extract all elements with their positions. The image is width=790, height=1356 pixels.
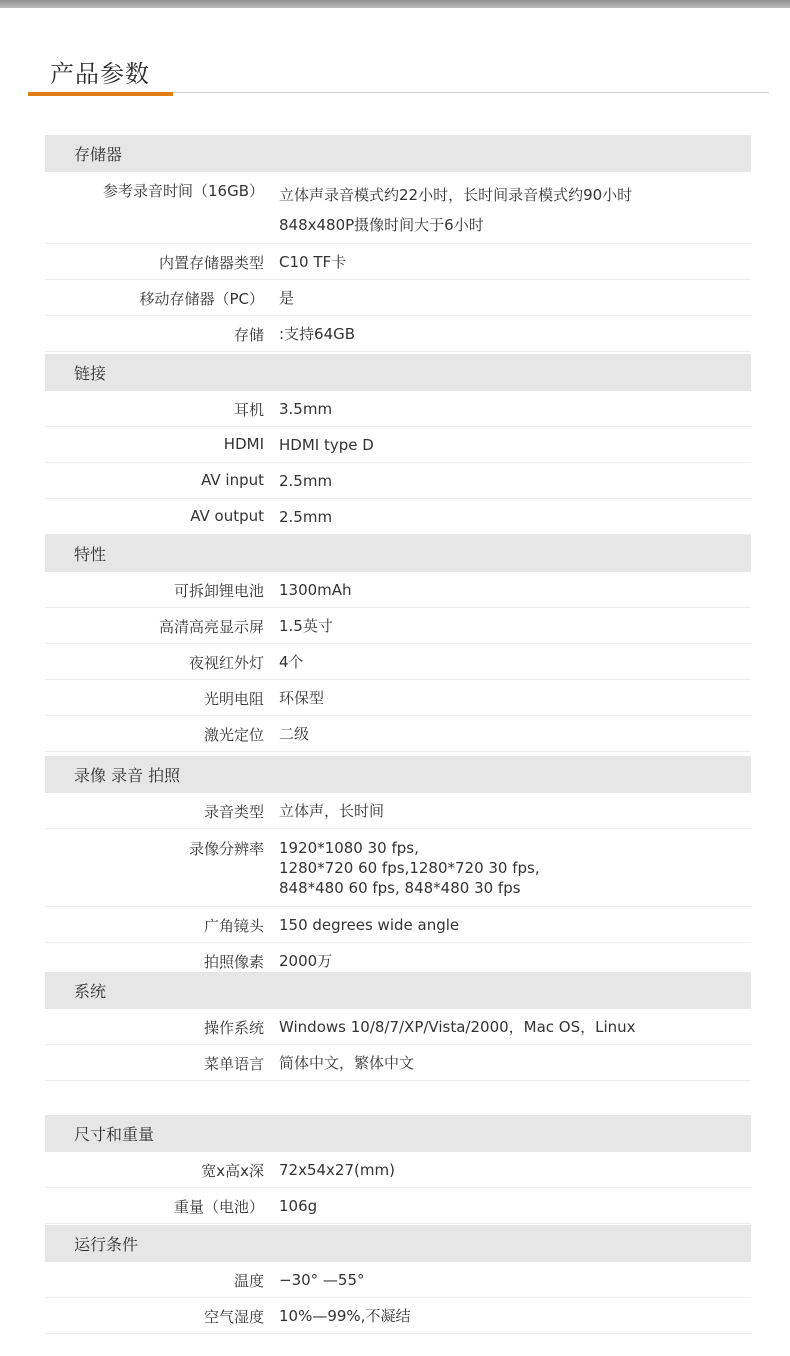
spec-row bbox=[45, 608, 751, 644]
spec-label: 温度 bbox=[233, 1272, 264, 1290]
spec-value bbox=[279, 399, 332, 419]
spec-label: 夜视红外灯 bbox=[188, 654, 264, 672]
spec-row bbox=[45, 793, 751, 829]
spec-label: 可拆卸锂电池 bbox=[173, 582, 264, 600]
spec-row bbox=[45, 716, 751, 752]
spec-row bbox=[45, 1188, 751, 1224]
spec-value-line: 二级 bbox=[279, 725, 310, 743]
spec-value bbox=[279, 471, 332, 491]
spec-label: HDMI bbox=[223, 435, 264, 453]
spec-value bbox=[279, 1270, 365, 1290]
spec-value-line: 848*480 60 fps, 848*480 30 fps bbox=[279, 879, 521, 897]
spec-label: 操作系统 bbox=[203, 1019, 264, 1037]
spec-row bbox=[45, 1152, 751, 1188]
spec-label: 参考录音时间（16GB） bbox=[102, 182, 264, 200]
spec-row bbox=[45, 1045, 751, 1081]
spec-row bbox=[45, 680, 751, 716]
spec-value-line: 1.5英寸 bbox=[279, 617, 333, 635]
spec-label: 移动存储器（PC） bbox=[139, 290, 264, 308]
section-header: 录像 录音 拍照 bbox=[45, 756, 751, 793]
spec-row bbox=[45, 463, 751, 499]
spec-row bbox=[45, 1262, 751, 1298]
spec-label: 宽x高x深 bbox=[201, 1162, 264, 1180]
spec-row bbox=[45, 1009, 751, 1045]
spec-value-line: 1280*720 60 fps,1280*720 30 fps, bbox=[279, 859, 540, 877]
spec-value bbox=[279, 915, 459, 935]
spec-value bbox=[279, 688, 324, 708]
spec-value-line: Windows 10/8/7/XP/Vista/2000，Mac OS，Linux bbox=[279, 1018, 636, 1036]
spec-value-line: 3.5mm bbox=[279, 400, 333, 418]
spec-label: 光明电阻 bbox=[203, 690, 264, 708]
spec-row bbox=[45, 829, 751, 907]
spec-label: 拍照像素 bbox=[203, 953, 264, 971]
spec-value-line: 848x480P摄像时间大于6小时 bbox=[279, 216, 484, 234]
spec-label: 空气湿度 bbox=[203, 1308, 264, 1326]
spec-value-line: 72x54x27(mm) bbox=[279, 1161, 395, 1179]
spec-row bbox=[45, 244, 751, 280]
page-title: 产品参数 bbox=[50, 60, 150, 88]
spec-value bbox=[279, 652, 304, 672]
spec-value-line: 150 degrees wide angle bbox=[279, 916, 460, 934]
top-bar bbox=[0, 0, 790, 8]
spec-row bbox=[45, 1298, 751, 1334]
spec-label: AV output bbox=[190, 507, 264, 525]
spec-label: 内置存储器类型 bbox=[158, 254, 264, 272]
spec-label: 激光定位 bbox=[203, 726, 264, 744]
spec-row bbox=[45, 316, 751, 352]
spec-value-line: 立体声，长时间 bbox=[279, 802, 385, 820]
spec-label: 广角镜头 bbox=[203, 917, 264, 935]
spec-label: 录像分辨率 bbox=[188, 840, 264, 858]
spec-value bbox=[279, 1306, 410, 1326]
spec-row bbox=[45, 499, 751, 535]
spec-value bbox=[279, 951, 332, 971]
spec-row bbox=[45, 280, 751, 316]
title-accent-bar bbox=[28, 92, 173, 96]
section-header: 特性 bbox=[45, 535, 751, 572]
spec-value bbox=[279, 724, 309, 744]
section-header: 运行条件 bbox=[45, 1225, 751, 1262]
spec-value-line: 2.5mm bbox=[279, 508, 333, 526]
spec-value-line: 10%—99%,不凝结 bbox=[279, 1307, 411, 1325]
spec-value bbox=[279, 324, 355, 344]
spec-label: 耳机 bbox=[233, 401, 264, 419]
spec-label: 高清高亮显示屏 bbox=[158, 618, 264, 636]
spec-value bbox=[279, 507, 332, 527]
spec-row bbox=[45, 427, 751, 463]
spec-value-line: 106g bbox=[279, 1197, 318, 1215]
spec-value bbox=[279, 288, 294, 308]
spec-value bbox=[279, 180, 632, 240]
spec-value bbox=[279, 801, 384, 821]
spec-value bbox=[279, 1160, 395, 1180]
spec-row bbox=[45, 391, 751, 427]
section-header: 链接 bbox=[45, 354, 751, 391]
spec-value-line: 环保型 bbox=[279, 689, 325, 707]
spec-value-line: 4个 bbox=[279, 653, 304, 671]
spec-value bbox=[279, 1196, 317, 1216]
spec-value bbox=[279, 1053, 414, 1073]
spec-label: AV input bbox=[201, 471, 264, 489]
spec-value bbox=[279, 838, 540, 898]
spec-value-line: 2000万 bbox=[279, 952, 333, 970]
spec-value-line: 立体声录音模式约22小时，长时间录音模式约90小时 bbox=[279, 186, 633, 204]
spec-value-line: −30° —55° bbox=[279, 1271, 365, 1289]
spec-value-line: 1920*1080 30 fps, bbox=[279, 839, 419, 857]
spec-label: 录音类型 bbox=[203, 803, 264, 821]
spec-label: 菜单语言 bbox=[203, 1055, 264, 1073]
spec-value bbox=[279, 580, 352, 600]
section-header: 存储器 bbox=[45, 135, 751, 172]
spec-value bbox=[279, 252, 346, 272]
section-header: 尺寸和重量 bbox=[45, 1115, 751, 1152]
spec-row bbox=[45, 172, 751, 244]
spec-value bbox=[279, 616, 333, 636]
spec-label: 存储 bbox=[233, 326, 264, 344]
spec-value-line: :支持64GB bbox=[279, 325, 356, 343]
spec-value bbox=[279, 435, 374, 455]
spec-value-line: 1300mAh bbox=[279, 581, 352, 599]
spec-value-line: 简体中文，繁体中文 bbox=[279, 1054, 415, 1072]
spec-value-line: 是 bbox=[279, 289, 295, 307]
spec-row bbox=[45, 572, 751, 608]
spec-value-line: 2.5mm bbox=[279, 472, 333, 490]
section-header: 系统 bbox=[45, 972, 751, 1009]
spec-row bbox=[45, 644, 751, 680]
spec-value-line: HDMI type D bbox=[279, 436, 374, 454]
spec-label: 重量（电池） bbox=[173, 1198, 264, 1216]
spec-row bbox=[45, 907, 751, 943]
spec-value-line: C10 TF卡 bbox=[279, 253, 347, 271]
spec-value bbox=[279, 1017, 636, 1037]
